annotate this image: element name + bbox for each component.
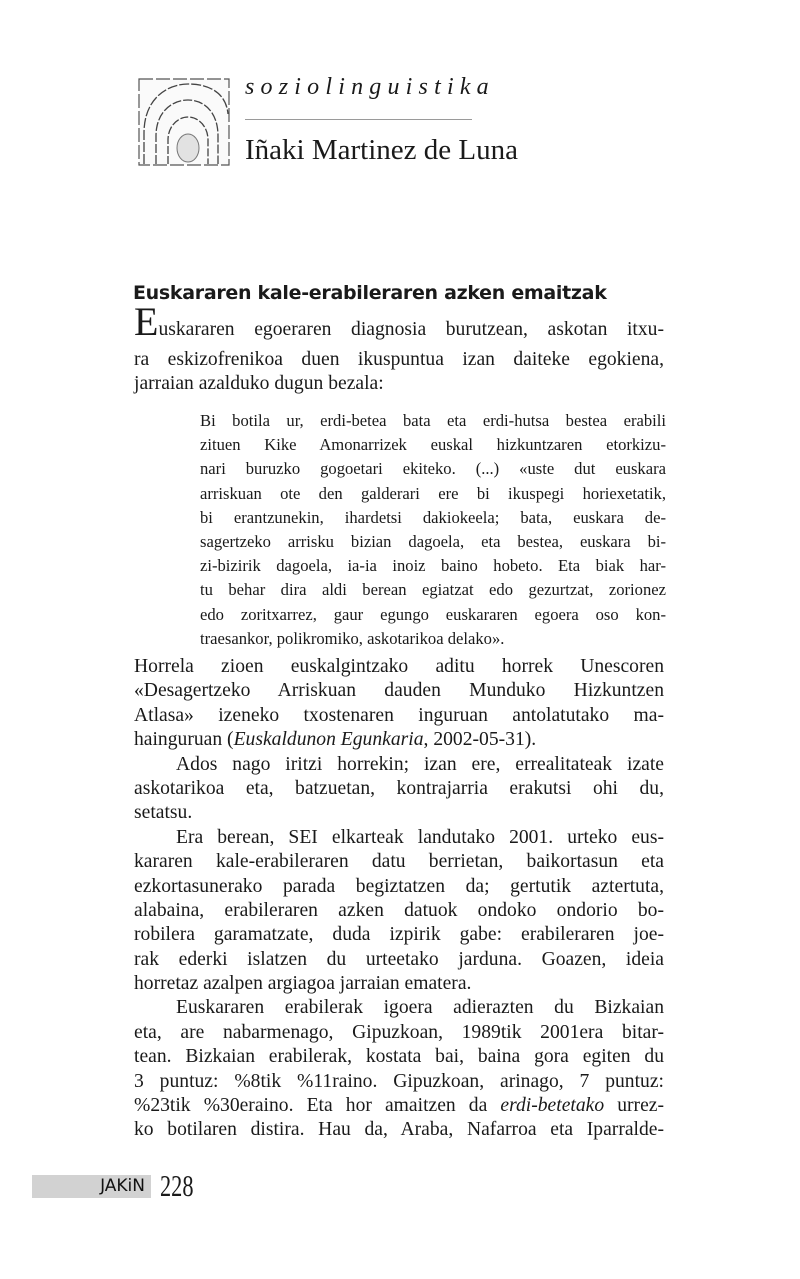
quote-line: traesankor, polikromiko, askotarikoa delako». xyxy=(200,628,505,648)
paragraph-line: ko botilaren distira. Hau da, Araba, Nafarroa eta Iparralde- xyxy=(134,1119,664,1141)
newspaper-title: Euskaldunon Egunkaria xyxy=(233,729,424,751)
intro-line: jarraian azalduko dugun bezala: xyxy=(134,373,384,395)
page-number: 228 xyxy=(160,1168,194,1203)
drop-cap: E xyxy=(134,299,159,344)
quote-line: bi erantzunekin, ihardetsi dakiokeela; bata, euskara de- xyxy=(200,507,666,527)
intro-paragraph xyxy=(134,299,664,397)
main-text xyxy=(134,655,664,1143)
paragraph-line: eta, are nabarmenago, Gipuzkoan, 1989tik 2001era bitar- xyxy=(134,1021,664,1043)
article-title: Euskararen kale-erabileraren azken emaitzak xyxy=(133,282,607,304)
paragraph-line: Atlasa» izeneko txostenaren inguruan antolatutako ma- xyxy=(134,704,664,726)
paragraph-line: Era berean, SEI elkarteak landutako 2001. urteko eus- xyxy=(176,826,664,848)
paragraph-line: horretaz azalpen argiagoa jarraian ematera. xyxy=(134,973,472,995)
quote-line: zituen Kike Amonarrizek euskal hizkuntzaren etorkizu- xyxy=(200,435,666,455)
paragraph-line: rak ederki islatzen du urteetako jarduna. Goazen, ideia xyxy=(134,948,664,970)
quote-line: nari buruzko gogoetari ekiteko. (...) «uste dut euskara xyxy=(200,459,666,479)
quote-line: Bi botila ur, erdi-betea bata eta erdi-hutsa bestea erabili xyxy=(200,411,666,430)
paragraph-line: Euskararen erabilerak igoera adierazten du Bizkaian xyxy=(176,997,664,1019)
quote-line: zi-bizirik dagoela, ia-ia inoiz baino hobeto. Eta biak har- xyxy=(200,556,666,576)
paragraph-line: robilera garamatzate, duda izpirik gabe: erabileraren joe- xyxy=(134,924,664,946)
intro-line: Euskararen egoeraren diagnosia burutzean, askotan itxu- xyxy=(134,299,664,344)
paragraph-line: alabaina, erabileraren azken datuok ondoko ondorio bo- xyxy=(134,899,664,921)
paragraph-line: tean. Bizkaian erabilerak, kostata bai, baina gora egiten du xyxy=(134,1046,664,1068)
header-divider xyxy=(245,119,472,120)
block-quote xyxy=(200,409,666,651)
concentric-arches-logo-icon xyxy=(138,78,230,166)
quote-line: edo zoritxarrez, gaur egungo euskararen egoera oso kon- xyxy=(200,604,666,624)
paragraph-line: Horrela zioen euskalgintzako aditu horrek Unescoren xyxy=(134,656,664,677)
intro-line: ra eskizofrenikoa duen ikuspuntua izan daiteke egokiena, xyxy=(134,349,664,370)
footer-journal-bar xyxy=(32,1175,151,1198)
emphasis: erdi-betetako xyxy=(500,1095,605,1117)
paragraph-line: setatsu. xyxy=(134,802,193,824)
paragraph-line: %23tik %30eraino. Eta hor amaitzen da erdi-betetako urrez- xyxy=(134,1095,664,1117)
quote-line: sagertzeko arrisku bizian dagoela, eta bestea, euskara bi- xyxy=(200,531,666,551)
section-label: soziolinguistika xyxy=(245,74,495,100)
quote-line: arriskuan ote den galderari ere bi ikuspegi horiexetatik, xyxy=(200,483,666,503)
quote-line: tu behar dira aldi berean egiatzat edo gezurtzat, zorionez xyxy=(200,580,666,600)
journal-name: JAKiN xyxy=(100,1176,145,1196)
paragraph-line: kararen kale-erabileraren datu berrietan, baikortasun eta xyxy=(134,851,664,873)
paragraph-line: 3 puntuz: %8tik %11raino. Gipuzkoan, arinago, 7 puntuz: xyxy=(134,1070,664,1092)
paragraph-line: hainguruan (Euskaldunon Egunkaria, 2002-05-31). xyxy=(134,729,537,751)
paragraph-line: Ados nago iritzi horrekin; izan ere, errealitateak izate xyxy=(176,753,664,775)
author-name: Iñaki Martinez de Luna xyxy=(245,134,518,166)
paragraph-line: «Desagertzeko Arriskuan dauden Munduko Hizkuntzen xyxy=(134,680,664,702)
paragraph-line: ezkortasunerako parada begiztatzen da; gertutik aztertuta, xyxy=(134,875,664,897)
paragraph-line: askotarikoa eta, batzuetan, kontrajarria erakutsi ohi du, xyxy=(134,777,664,799)
